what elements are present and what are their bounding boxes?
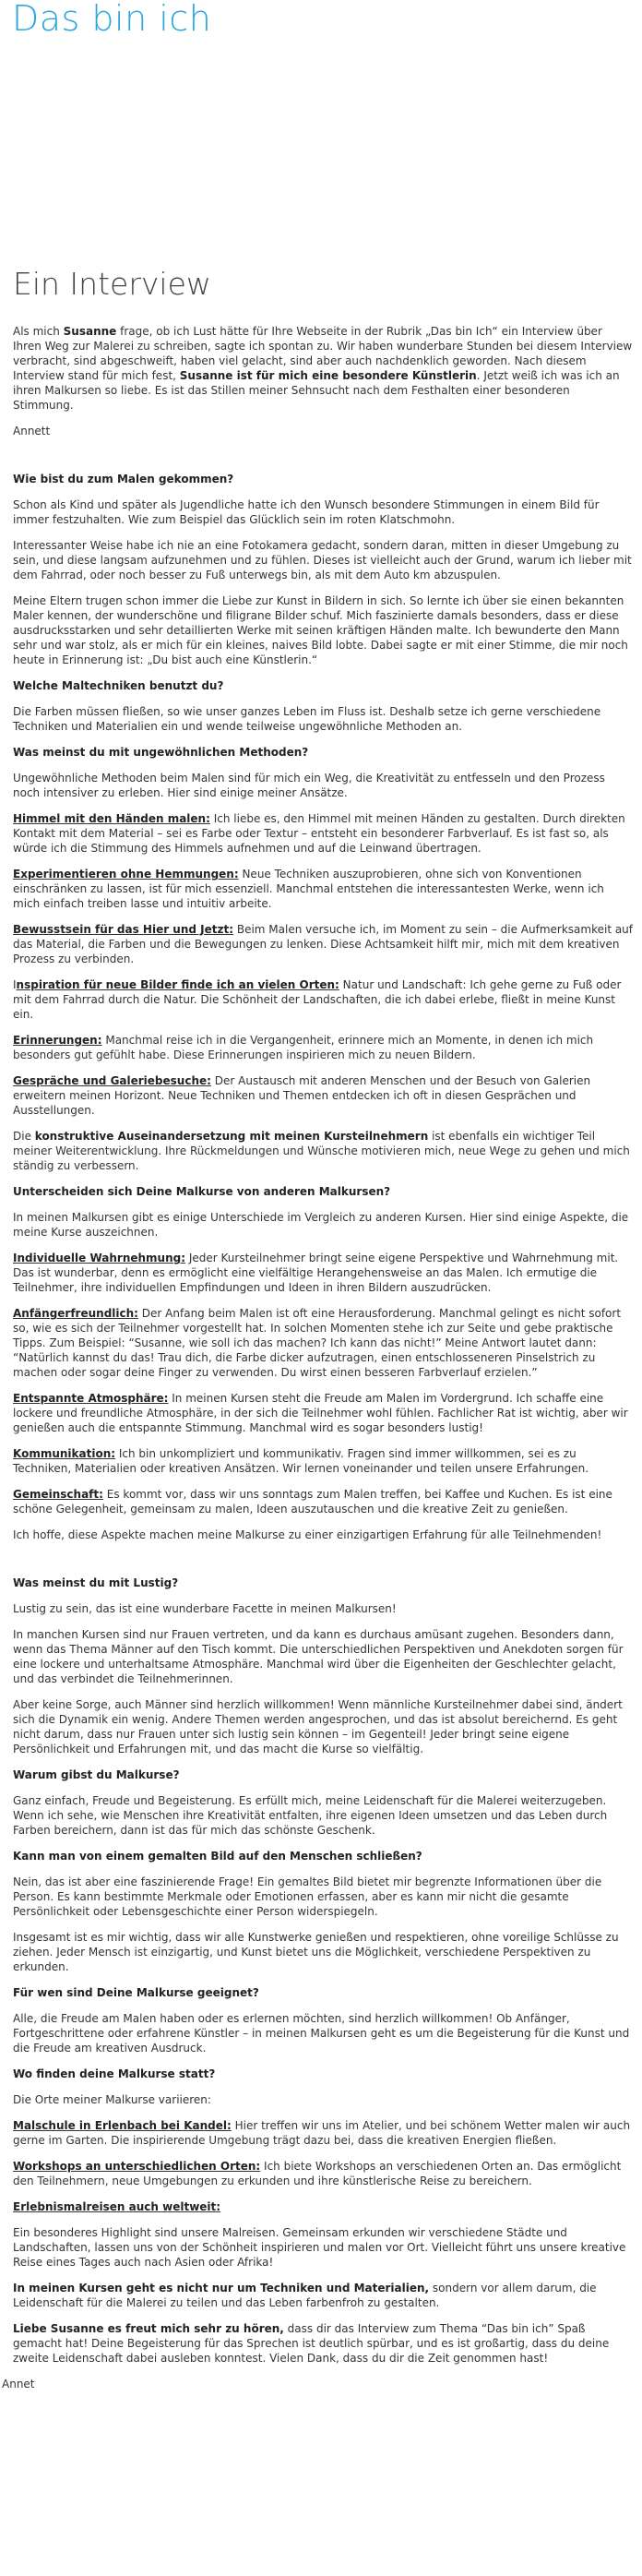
- list-item: Gemeinschaft: Es kommt vor, dass wir uns sonntags zum Malen treffen, bei Kaffee und Kuchen. Es ist eine schöne Gelegenheit, gemeinsam zu malen, Ideen auszutauschen und die kreative Zeit zu genießen.: [13, 1488, 612, 1516]
- question-heading: Wie bist du zum Malen gekommen?: [13, 473, 234, 485]
- list-item: Erinnerungen: Manchmal reise ich in die Vergangenheit, erinnere mich an Momente, in denen ich mich besonders gut gefühlt habe. Diese Erinnerungen inspirieren mich zu neuen Bildern.: [13, 1034, 594, 1061]
- answer-paragraph: Ungewöhnliche Methoden beim Malen sind für mich ein Weg, die Kreativität zu entfesseln und den Prozess noch intensiver zu erleben. Hier sind einige meiner Ansätze.: [13, 772, 605, 799]
- answer-paragraph: Die konstruktive Auseinandersetzung mit meinen Kursteilnehmern ist ebenfalls ein wichtiger Teil meiner Weiterentwicklung. Ihre Rückmeldungen und Wünsche motivieren mich, neue Wege zu gehen und mich ständig zu verbessern.: [13, 1130, 630, 1172]
- answer-paragraph: Ich hoffe, diese Aspekte machen meine Malkurse zu einer einzigartigen Erfahrung für alle Teilnehmenden!: [13, 1528, 602, 1541]
- answer-paragraph: Aber keine Sorge, auch Männer sind herzlich willkommen! Wenn männliche Kursteilnehmer dabei sind, ändert sich die Dynamik ein wenig. Andere Themen werden angesprochen, und das ist absolut bereichernd. Es geht nicht darum, dass nur Frauen unter sich lustig sein können – im Gegenteil! Jeder bringt seine eigene Persönlichkeit und Erfahrungen mit, und das macht die Kurse so vielfältig.: [13, 1698, 623, 1755]
- question-heading: Was meinst du mit Lustig?: [13, 1576, 179, 1589]
- author-signature: Annet: [2, 2378, 35, 2390]
- answer-paragraph: Ganz einfach, Freude und Begeisterung. Es erfüllt mich, meine Leidenschaft für die Malerei weiterzugeben. Wenn ich sehe, wie Menschen ihre Kreativität entfalten, ihre eigenen Ideen umsetzen und das Leben durch Farben bereichern, dann ist das für mich das schönste Geschenk.: [13, 1794, 608, 1837]
- answer-paragraph: Die Farben müssen fließen, so wie unser ganzes Leben im Fluss ist. Deshalb setze ich gerne verschiedene Techniken und Materialien ein und wende teilweise ungewöhnliche Methoden an.: [13, 705, 601, 733]
- answer-paragraph: Nein, das ist aber eine faszinierende Frage! Ein gemaltes Bild bietet mir begrenzte Informationen über die Person. Es kann bestimmte Merkmale oder Emotionen erfassen, aber es kann mir nicht die gesamte Persönlichkeit oder Lebensgeschichte einer Person widerspiegeln.: [13, 1875, 602, 1918]
- question-heading: Für wen sind Deine Malkurse geeignet?: [13, 1986, 259, 1999]
- question-heading: Kann man von einem gemalten Bild auf den Menschen schließen?: [13, 1850, 422, 1863]
- answer-paragraph: Ein besonderes Highlight sind unsere Malreisen. Gemeinsam erkunden wir verschiedene Städte und Landschaften, lassen uns von der Schönheit inspirieren und malen vor Ort. Vielleicht führt uns unsere kreative Reise eines Tages auch nach Asien oder Afrika!: [13, 2226, 626, 2269]
- question-heading: Welche Maltechniken benutzt du?: [13, 679, 224, 692]
- answer-paragraph: Meine Eltern trugen schon immer die Liebe zur Kunst in Bildern in sich. So lernte ich über sie einen bekannten Maler kennen, der wunderschöne und filigrane Bilder schuf. Mich faszinierte damals besonders, dass er diese ausdrucksstarken und sehr detaillierten Werke mit seinen kräftigen Händen malte. Ich bewunderte den Mann sehr und war stolz, als er mich für ein kleines, naives Bild lobte. Dabei sagte er mit einer Stimme, die mir noch heute in Erinnerung ist: „Du bist auch eine Künstlerin.“: [13, 594, 628, 666]
- closing-paragraph: Liebe Susanne es freut mich sehr zu hören, dass dir das Interview zum Thema “Das bin ich” Spaß gemacht hat! Deine Begeisterung für das Sprechen ist deutlich spürbar, und es ist großartig, dass du deine zweite Leidenschaft dabei ausleben konntest. Vielen Dank, dass du dir die Zeit genommen hast!: [13, 2322, 610, 2365]
- question-heading: Wo finden deine Malkurse statt?: [13, 2067, 216, 2080]
- answer-paragraph: Insgesamt ist es mir wichtig, dass wir alle Kunstwerke genießen und respektieren, ohne voreilige Schlüsse zu ziehen. Jeder Mensch ist einzigartig, und Kunst bietet uns die Möglichkeit, verschiedene Perspektiven zu erkunden.: [13, 1931, 619, 1973]
- intro-paragraph: Als mich Susanne frage, ob ich Lust hätte für Ihre Webseite in der Rubrik „Das bin Ich“ ein Interview über Ihren Weg zur Malerei zu schreiben, sagte ich spontan zu. Wir haben wunderbare Stunden bei diesem Interview verbracht, sind abgeschweift, haben viel gelacht, sind aber auch nachdenklich geworden. Nach diesem Interview stand für mich fest, Susanne ist für mich eine besondere Künstlerin. Jetzt weiß ich was ich an ihren Malkursen so liebe. Es ist das Stillen meiner Sehnsucht nach dem Festhalten einer besonderen Stimmung.: [13, 325, 633, 412]
- question-heading: Unterscheiden sich Deine Malkurse von anderen Malkursen?: [13, 1185, 391, 1198]
- answer-paragraph: Die Orte meiner Malkurse variieren:: [13, 2093, 211, 2106]
- author-signature: Annett: [13, 425, 51, 437]
- list-item: Experimentieren ohne Hemmungen: Neue Techniken auszuprobieren, ohne sich von Konventionen einschränken zu lassen, ist für mich essenziell. Manchmal entstehen die interessantesten Werke, wenn ich mich einfach treiben lasse und intuitiv arbeite.: [13, 868, 604, 910]
- list-item: Himmel mit den Händen malen: Ich liebe es, den Himmel mit meinen Händen zu gestalten. Durch direkten Kontakt mit dem Material – sei es Farbe oder Textur – entsteht ein besonderer Farbverlauf. Es ist fast so, als würde ich die Stimmung des Himmels aufnehmen und auf die Leinwand übertragen.: [13, 812, 625, 855]
- answer-paragraph: In meinen Malkursen gibt es einige Unterschiede im Vergleich zu anderen Kursen. Hier sind einige Aspekte, die meine Kurse auszeichnen.: [13, 1211, 629, 1239]
- answer-paragraph: Schon als Kind und später als Jugendliche hatte ich den Wunsch besondere Stimmungen in einem Bild für immer festzuhalten. Wie zum Beispiel das Glücklich sein im roten Klatschmohn.: [13, 498, 600, 526]
- answer-paragraph: Interessanter Weise habe ich nie an eine Fotokamera gedacht, sondern daran, mitten in dieser Umgebung zu sein, und diese langsam aufzunehmen und zu fühlen. Dieses ist vielleicht auch der Grund, warum ich lieber mit dem Fahrrad, oder noch besser zu Fuß unterwegs bin, als mit dem Auto km abzuspulen.: [13, 539, 632, 581]
- site-title[interactable]: Das bin ich: [12, 0, 212, 39]
- answer-paragraph: In meinen Kursen geht es nicht nur um Techniken und Materialien, sondern vor allem darum, die Leidenschaft für die Malerei zu teilen und das Leben farbenfroh zu gestalten.: [13, 2282, 597, 2309]
- list-item: Kommunikation: Ich bin unkompliziert und kommunikativ. Fragen sind immer willkommen, sei es zu Techniken, Materialien oder kreativen Ansätzen. Wir lernen voneinander und teilen unsere Erfahrungen.: [13, 1447, 589, 1475]
- list-item: Workshops an unterschiedlichen Orten: Ich biete Workshops an verschiedenen Orten an. Das ermöglicht den Teilnehmern, neue Umgebungen zu erkunden und ihre künstlerische Reise zu bereichern.: [13, 2160, 622, 2187]
- page-title: Ein Interview: [13, 266, 211, 302]
- list-item: Erlebnismalreisen auch weltweit:: [13, 2200, 221, 2213]
- question-heading: Was meinst du mit ungewöhnlichen Methoden?: [13, 746, 309, 759]
- list-item: Anfängerfreundlich: Der Anfang beim Malen ist oft eine Herausforderung. Manchmal gelingt es nicht sofort so, wie es sich der Teilnehmer vorgestellt hat. In solchen Momenten stehe ich zur Seite und gebe praktische Tipps. Zum Beispiel: “Susanne, wie soll ich das machen? Ich kann das nicht!” Meine Antwort lautet dann: “Natürlich kannst du das! Trau dich, die Farbe dicker aufzutragen, einen entschlosseneren Pinselstrich zu machen oder sogar deine Finger zu verwenden. Du wirst einen besseren Farbverlauf erzielen.”: [13, 1307, 622, 1379]
- list-item: Inspiration für neue Bilder finde ich an vielen Orten: Natur und Landschaft: Ich gehe gerne zu Fuß oder mit dem Fahrrad durch die Natur. Die Schönheit der Landschaften, die ich dabei erlebe, fließt in meine Kunst ein.: [13, 978, 622, 1021]
- answer-paragraph: In manchen Kursen sind nur Frauen vertreten, und da kann es durchaus amüsant zugehen. Besonders dann, wenn das Thema Männer auf den Tisch kommt. Die unterschiedlichen Perspektiven und Anekdoten sorgen für eine lockere und unterhaltsame Atmosphäre. Manchmal wird über die Eigenheiten der Geschlechter gelacht, und das verbindet die Teilnehmerinnen.: [13, 1628, 624, 1685]
- question-heading: Warum gibst du Malkurse?: [13, 1768, 180, 1781]
- answer-paragraph: Alle, die Freude am Malen haben oder es erlernen möchten, sind herzlich willkommen! Ob Anfänger, Fortgeschrittene oder erfahrene Künstler – in meinen Malkursen geht es um die Begeisterung für die Kunst und die Freude am kreativen Ausdruck.: [13, 2012, 630, 2055]
- list-item: Bewusstsein für das Hier und Jetzt: Beim Malen versuche ich, im Moment zu sein – die Aufmerksamkeit auf das Material, die Farben und die Bewegungen zu lenken. Diese Achtsamkeit hilft mir, mich mit dem kreativen Prozess zu verbinden.: [13, 923, 634, 965]
- list-item: Malschule in Erlenbach bei Kandel: Hier treffen wir uns im Atelier, und bei schönem Wetter malen wir auch gerne im Garten. Die inspirierende Umgebung trägt dazu bei, dass die kreativen Energien fließen.: [13, 2119, 631, 2147]
- list-item: Individuelle Wahrnehmung: Jeder Kursteilnehmer bringt seine eigene Perspektive und Wahrnehmung mit. Das ist wunderbar, denn es ermöglicht eine vielfältige Herangehensweise an das Malen. Ich ermutige die Teilnehmer, ihre individuellen Empfindungen und Ideen in ihren Bildern auszudrücken.: [13, 1252, 619, 1294]
- interview-content: [2, 266, 634, 2402]
- list-item: Gespräche und Galeriebesuche: Der Austausch mit anderen Menschen und der Besuch von Galerien erweitern meinen Horizont. Neue Techniken und Themen entdecken ich oft in diesen Gesprächen und Ausstellungen.: [13, 1074, 591, 1117]
- answer-paragraph: Lustig zu sein, das ist eine wunderbare Facette in meinen Malkursen!: [13, 1602, 397, 1615]
- list-item: Entspannte Atmosphäre: In meinen Kursen steht die Freude am Malen im Vordergrund. Ich schaffe eine lockere und freundliche Atmosphäre, in der sich die Teilnehmer wohl fühlen. Fachlicher Rat ist wichtig, aber wir genießen auch die entspannte Stimmung. Manchmal wird es sogar besonders lustig!: [13, 1392, 628, 1434]
